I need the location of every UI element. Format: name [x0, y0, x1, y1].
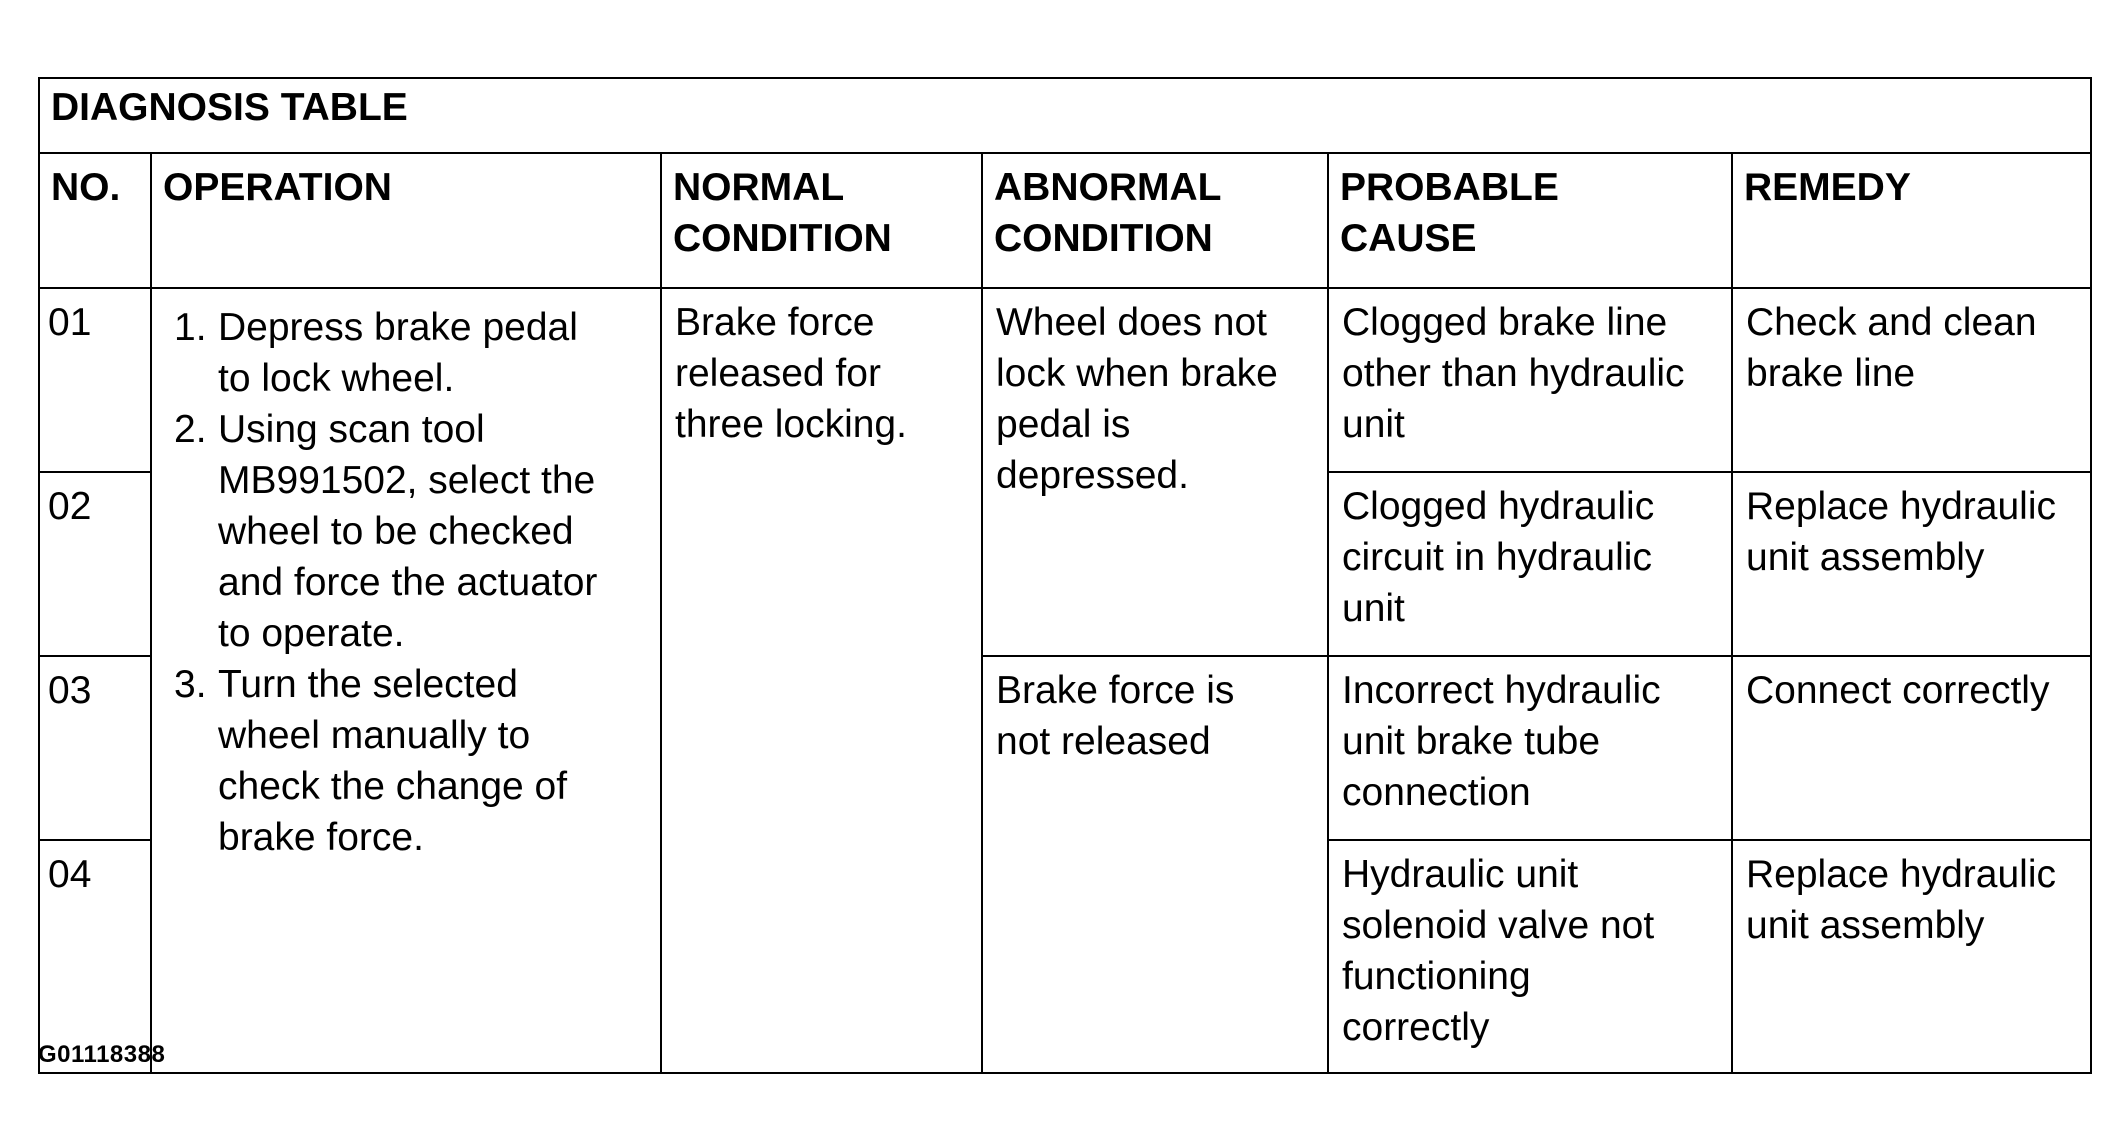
normal-condition-cell	[661, 288, 982, 1073]
step-number: 1.	[174, 306, 207, 349]
abnormal-condition-line: not released	[996, 720, 1211, 763]
operation-cell	[151, 288, 661, 1073]
operation-step	[174, 659, 650, 863]
remedy-cell	[1732, 472, 2091, 656]
cause-line: correctly	[1342, 1006, 1490, 1049]
cause-line: other than hydraulic	[1342, 352, 1685, 395]
header-normal-line: NORMAL	[673, 166, 845, 209]
header-abnormal-line: ABNORMAL	[994, 166, 1222, 209]
row-number: 01	[39, 288, 151, 472]
cause-line: connection	[1342, 771, 1531, 814]
figure-id: G01118388	[38, 1041, 166, 1068]
row-number: 03	[39, 656, 151, 840]
abnormal-condition-line: lock when brake	[996, 352, 1278, 395]
cause-line: circuit in hydraulic	[1342, 536, 1652, 579]
operation-step	[174, 302, 650, 404]
step-line: wheel manually to	[218, 714, 531, 757]
header-cause-line: CAUSE	[1340, 217, 1477, 260]
remedy-line: Replace hydraulic	[1746, 853, 2057, 896]
remedy-line: Replace hydraulic	[1746, 485, 2057, 528]
header-operation: OPERATION	[151, 153, 661, 288]
header-remedy: REMEDY	[1732, 153, 2091, 288]
step-line: and force the actuator	[218, 561, 598, 604]
header-row	[39, 153, 2091, 288]
row-number: 04	[39, 840, 151, 1073]
probable-cause-cell	[1328, 472, 1732, 656]
operation-step	[174, 404, 650, 659]
abnormal-condition-line: Wheel does not	[996, 301, 1268, 344]
remedy-cell	[1732, 288, 2091, 472]
remedy-line: Check and clean	[1746, 301, 2037, 344]
remedy-line: Connect correctly	[1746, 669, 2050, 712]
step-number: 2.	[174, 408, 207, 451]
step-line: to lock wheel.	[218, 357, 455, 400]
header-normal-condition	[661, 153, 982, 288]
step-line: wheel to be checked	[218, 510, 574, 553]
remedy-line: unit assembly	[1746, 536, 1985, 579]
abnormal-condition-cell	[982, 656, 1328, 1073]
abnormal-condition-line: depressed.	[996, 454, 1189, 497]
remedy-cell	[1732, 656, 2091, 840]
row-number: 02	[39, 472, 151, 656]
remedy-cell	[1732, 840, 2091, 1073]
table-row	[39, 288, 2091, 472]
step-text	[218, 659, 567, 863]
step-line: brake force.	[218, 816, 424, 859]
table-title: DIAGNOSIS TABLE	[39, 78, 2091, 153]
step-line: Depress brake pedal	[218, 306, 578, 349]
probable-cause-cell	[1328, 656, 1732, 840]
step-line: MB991502, select the	[218, 459, 596, 502]
header-normal-line: CONDITION	[673, 217, 892, 260]
cause-line: unit brake tube	[1342, 720, 1601, 763]
header-abnormal-line: CONDITION	[994, 217, 1213, 260]
normal-condition-line: released for	[675, 352, 881, 395]
step-line: check the change of	[218, 765, 568, 808]
probable-cause-cell	[1328, 840, 1732, 1073]
remedy-line: brake line	[1746, 352, 1916, 395]
abnormal-condition-cell	[982, 288, 1328, 656]
cause-line: Hydraulic unit	[1342, 853, 1579, 896]
table-title-row	[39, 78, 2091, 153]
step-line: to operate.	[218, 612, 405, 655]
probable-cause-cell	[1328, 288, 1732, 472]
remedy-line: unit assembly	[1746, 904, 1985, 947]
normal-condition-line: three locking.	[675, 403, 907, 446]
header-abnormal-condition	[982, 153, 1328, 288]
cause-line: solenoid valve not	[1342, 904, 1655, 947]
cause-line: unit	[1342, 403, 1405, 446]
step-line: Turn the selected	[218, 663, 518, 706]
abnormal-condition-line: pedal is	[996, 403, 1131, 446]
header-no: NO.	[39, 153, 151, 288]
abnormal-condition-line: Brake force is	[996, 669, 1235, 712]
step-text	[218, 302, 578, 404]
cause-line: Incorrect hydraulic	[1342, 669, 1661, 712]
diagnosis-table	[38, 77, 2092, 1074]
cause-line: unit	[1342, 587, 1405, 630]
normal-condition-line: Brake force	[675, 301, 875, 344]
step-text	[218, 404, 597, 659]
header-probable-cause	[1328, 153, 1732, 288]
step-number: 3.	[174, 663, 207, 706]
step-line: Using scan tool	[218, 408, 485, 451]
cause-line: functioning	[1342, 955, 1531, 998]
header-cause-line: PROBABLE	[1340, 166, 1559, 209]
cause-line: Clogged hydraulic	[1342, 485, 1655, 528]
cause-line: Clogged brake line	[1342, 301, 1668, 344]
